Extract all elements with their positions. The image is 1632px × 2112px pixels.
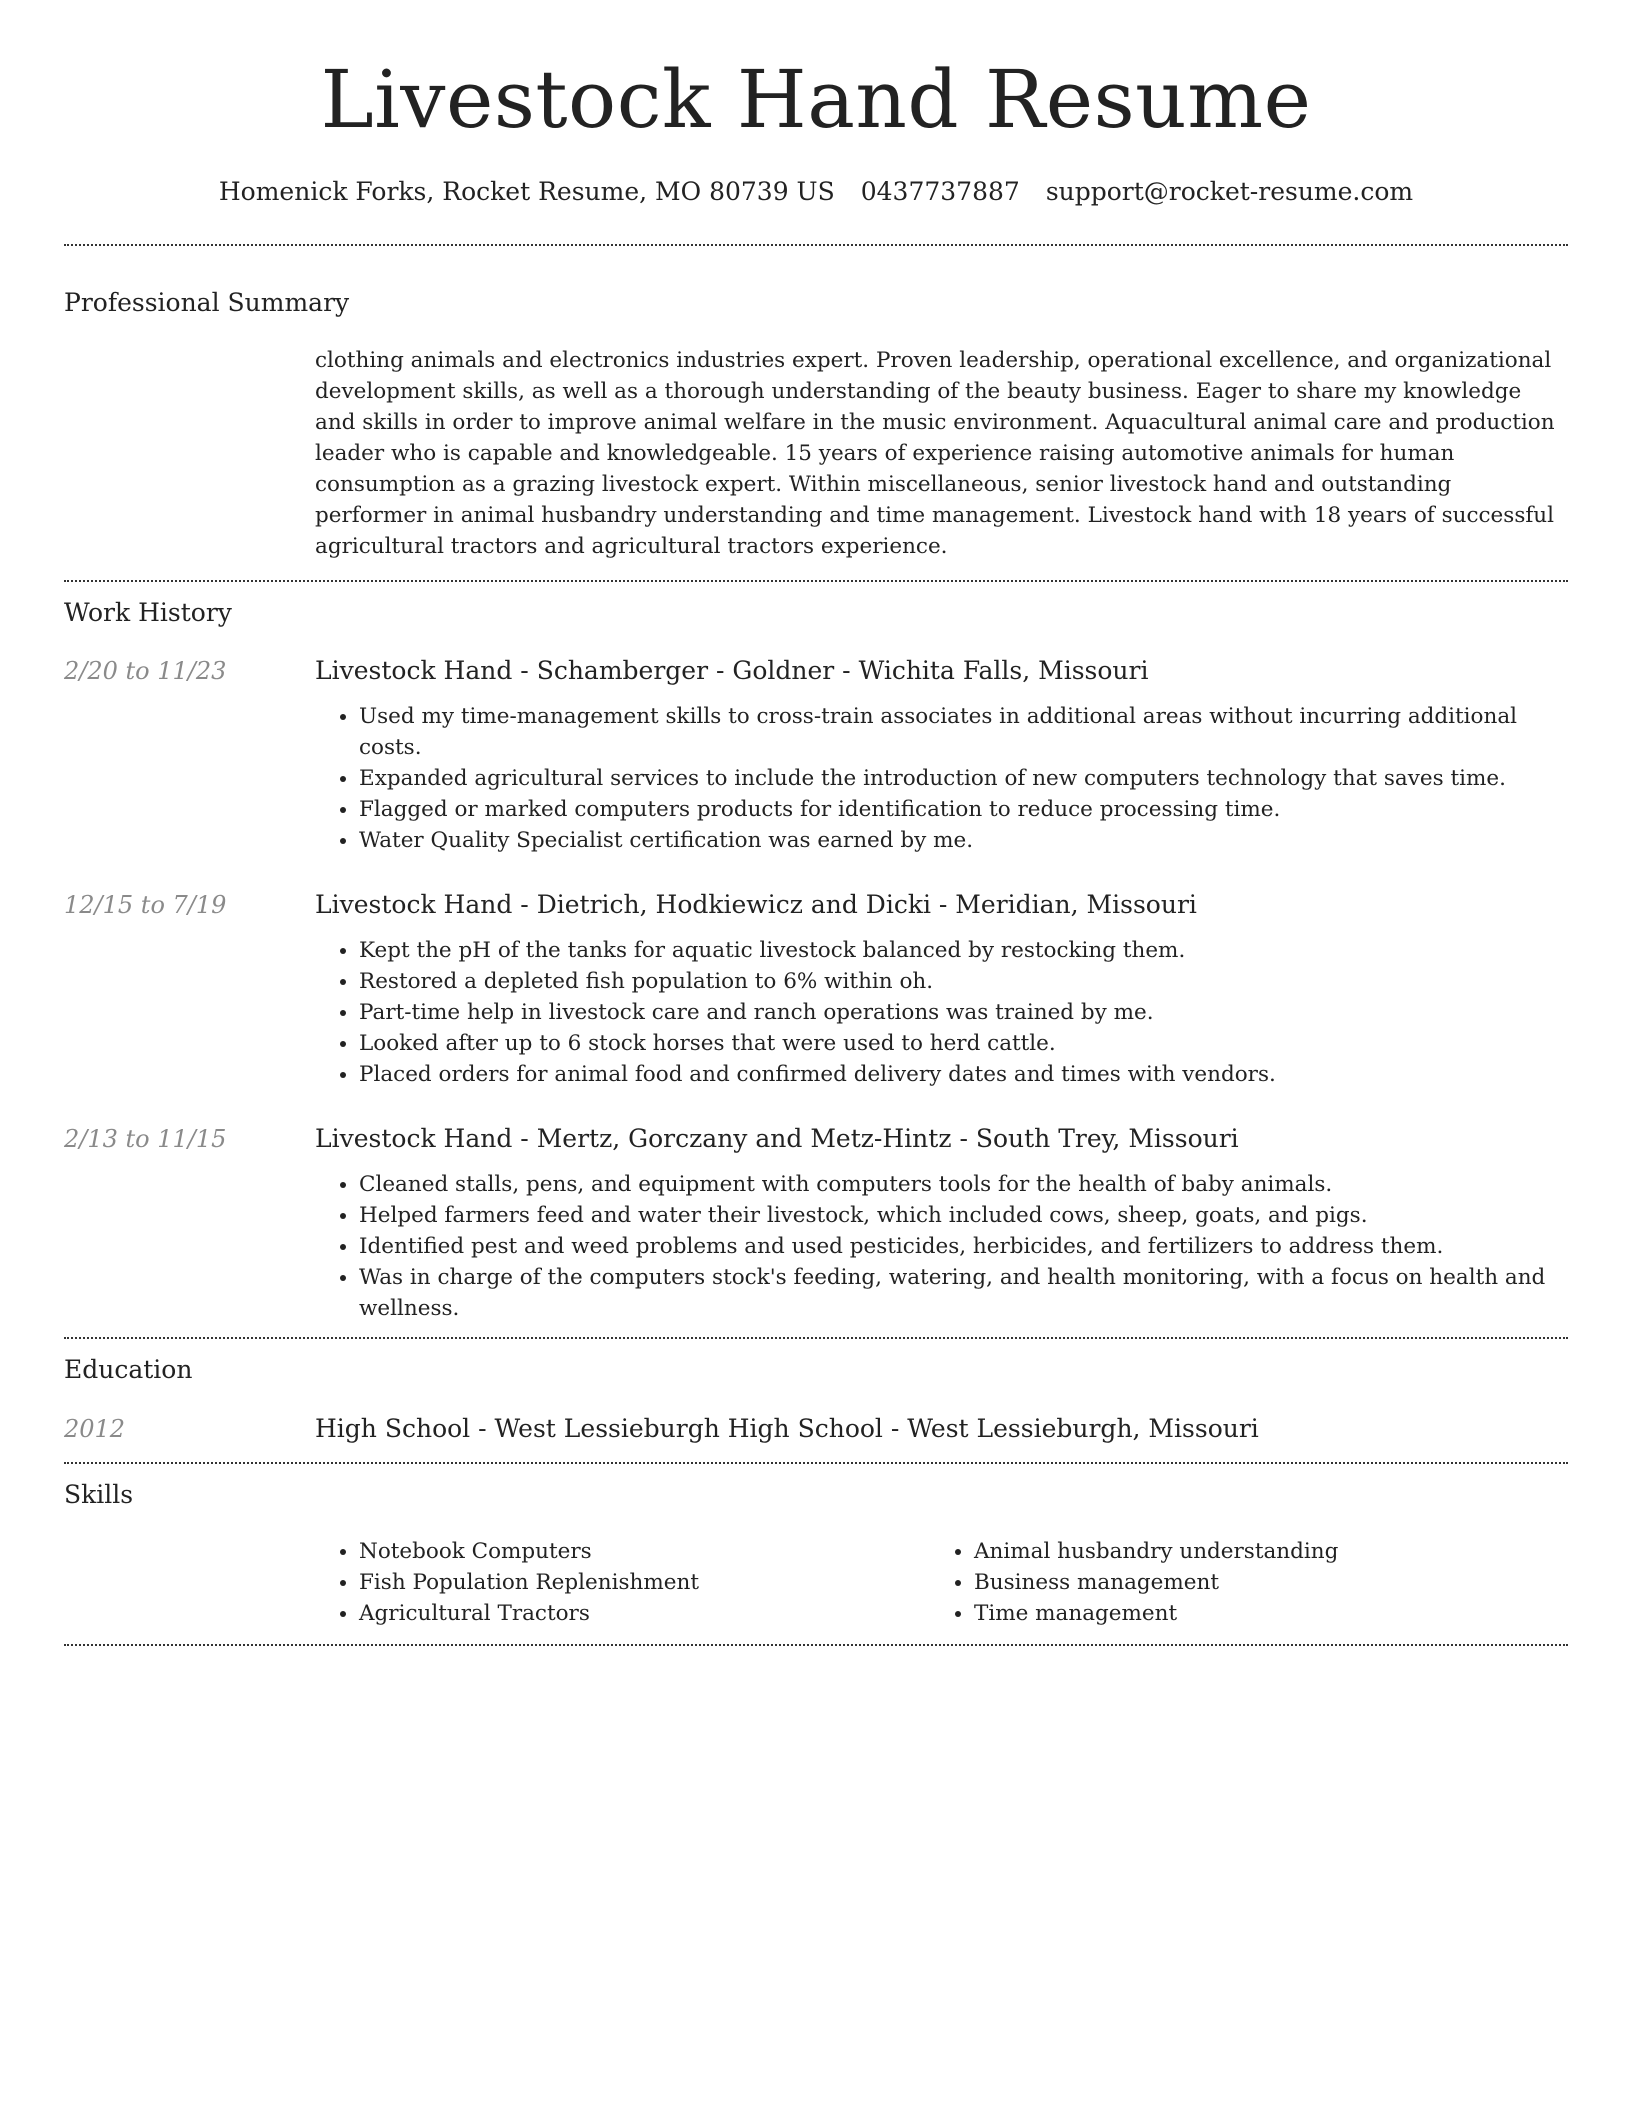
education-entry: [64, 1413, 1568, 1445]
skill-item: • Business management: [974, 1567, 1545, 1598]
job-dates: 2/13 to 11/15: [64, 1125, 227, 1153]
section-title-skills: Skills: [64, 1480, 134, 1509]
section-title-education: Education: [64, 1355, 193, 1384]
summary-section: [64, 317, 1568, 580]
list-item: • Flagged or marked computers products for identification to reduce processing time.: [359, 794, 1568, 825]
list-item: • Part-time help in livestock care and ranch operations was trained by me.: [359, 997, 1276, 1028]
list-item: • Used my time-management skills to cross-train associates in additional areas without incurring additional costs.: [359, 701, 1568, 763]
contact-phone: 0437737887: [860, 177, 1020, 206]
contact-line: [64, 177, 1568, 206]
divider: [64, 244, 1568, 246]
list-item: • Restored a depleted fish population to 6% within oh.: [359, 966, 1276, 997]
job-entry: [64, 655, 1568, 856]
divider: [64, 1644, 1568, 1646]
job-heading: Livestock Hand - Schamberger - Goldner - Wichita Falls, Missouri: [315, 656, 1149, 685]
job-bullets: [315, 935, 1276, 1090]
skill-item: • Time management: [974, 1598, 1545, 1629]
skills-list: [64, 1536, 1568, 1629]
list-item: • Helped farmers feed and water their livestock, which included cows, sheep, goats, and pigs.: [359, 1200, 1568, 1231]
divider: [64, 580, 1568, 582]
list-item: • Kept the pH of the tanks for aquatic livestock balanced by restocking them.: [359, 935, 1276, 966]
contact-address: Homenick Forks, Rocket Resume, MO 80739 US: [218, 177, 835, 206]
job-heading: Livestock Hand - Dietrich, Hodkiewicz and Dicki - Meridian, Missouri: [315, 890, 1197, 919]
resume-title: Livestock Hand Resume: [320, 53, 1312, 146]
job-heading: Livestock Hand - Mertz, Gorczany and Metz-Hintz - South Trey, Missouri: [315, 1124, 1239, 1153]
summary-text: clothing animals and electronics industries expert. Proven leadership, operational excellence, and organizational development skills, as well as a thorough understanding of the beauty business. Eager to share my knowledge and skills in order to improve animal welfare in the music environment. Aquacultural animal care and production leader who is capable and knowledgeable. 15 years of experience raising automotive animals for human consumption as a grazing livestock expert. Within miscellaneous, senior livestock hand and outstanding performer in animal husbandry understanding and time management. Livestock hand with 18 years of successful agricultural tractors and agricultural tractors experience.: [315, 348, 1555, 559]
skill-item: • Animal husbandry understanding: [974, 1536, 1545, 1567]
list-item: • Water Quality Specialist certification was earned by me.: [359, 825, 1568, 856]
skill-item: • Fish Population Replenishment: [359, 1567, 930, 1598]
list-item: • Identified pest and weed problems and used pesticides, herbicides, and fertilizers to address them.: [359, 1231, 1568, 1262]
list-item: • Placed orders for animal food and confirmed delivery dates and times with vendors.: [359, 1059, 1276, 1090]
education-heading: High School - West Lessieburgh High School - West Lessieburgh, Missouri: [315, 1414, 1259, 1443]
job-bullets: [315, 1169, 1568, 1324]
job-entry: [64, 1123, 1568, 1324]
skill-item: • Agricultural Tractors: [359, 1598, 930, 1629]
list-item: • Was in charge of the computers stock's feeding, watering, and health monitoring, with a focus on health and wellness.: [359, 1262, 1568, 1324]
list-item: • Looked after up to 6 stock horses that were used to herd cattle.: [359, 1028, 1276, 1059]
divider: [64, 1337, 1568, 1339]
job-dates: 12/15 to 7/19: [64, 891, 227, 919]
section-title-summary: Professional Summary: [64, 288, 350, 317]
education-year: 2012: [64, 1415, 126, 1443]
job-entry: [64, 889, 1568, 1090]
list-item: • Cleaned stalls, pens, and equipment with computers tools for the health of baby animals.: [359, 1169, 1568, 1200]
job-bullets: [315, 701, 1568, 856]
job-dates: 2/20 to 11/23: [64, 657, 227, 685]
list-item: • Expanded agricultural services to include the introduction of new computers technology that saves time.: [359, 763, 1568, 794]
contact-email: support@rocket-resume.com: [1045, 177, 1414, 206]
divider: [64, 1462, 1568, 1464]
skill-item: • Notebook Computers: [359, 1536, 930, 1567]
section-title-work: Work History: [64, 598, 232, 627]
